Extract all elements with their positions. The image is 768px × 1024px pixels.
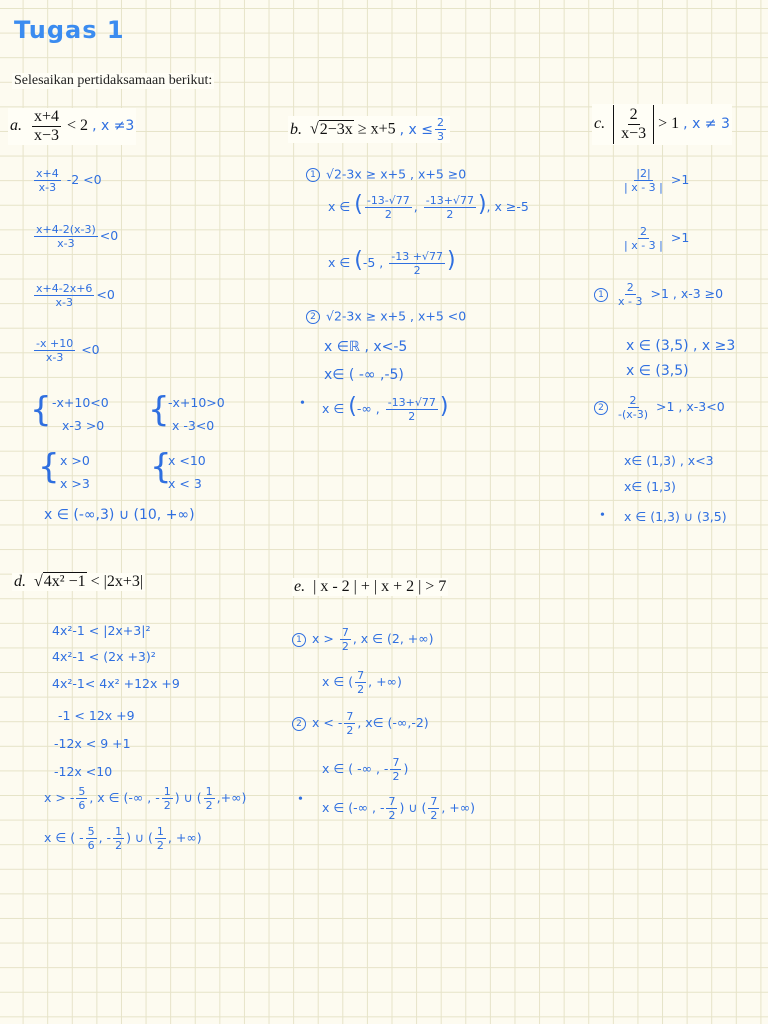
- condition-note: , x ≤ $\frac{2}{3}$: [399, 116, 444, 143]
- sqrt-sign: √: [310, 120, 319, 138]
- work-c-case1: 1 $\frac{2}{x - 3}$ >1 , x-3 ≥0: [594, 282, 723, 307]
- condition-note: , x ≠ 3: [683, 116, 730, 133]
- answer-c: x ∈ (1,3) ∪ (3,5): [624, 509, 727, 524]
- work-b-case1: 1 √2-3x ≥ x+5 , x+5 ≥0: [306, 168, 466, 182]
- problem-label: c.: [594, 115, 606, 133]
- work-d-line: 4x²-1 < (2x +3)²: [52, 649, 156, 664]
- brace-icon: {: [30, 390, 52, 430]
- work-e-case2: 2 x < - $\frac{7}{2}$ , x∈ (-∞,-2): [292, 711, 429, 736]
- system-line: -x+10<0: [52, 395, 109, 410]
- work-b-interval1: x ∈ ( $\frac{-13-√77}{2}$ , $\frac{-13+√77}{2}$ ), x ≥-5: [328, 192, 529, 221]
- work-e-line: x ∈ ( $\frac{7}{2}$ , +∞): [322, 669, 402, 696]
- instruction-text: Selesaikan pertidaksamaan berikut:: [14, 73, 213, 88]
- brace-icon: {: [150, 447, 172, 487]
- work-d-line: -1 < 12x +9: [58, 708, 135, 723]
- work-b-interval2: x ∈ (-5 , $\frac{-13 +√77}{2}$ ): [328, 248, 456, 277]
- work-a-step2: $\frac{x+4-2(x-3)}{x-3}$ <0: [36, 223, 119, 250]
- bullet-icon: •: [300, 396, 305, 411]
- work-c-step1: $\frac{|2|}{| x - 3 |}$ >1: [624, 167, 690, 194]
- work-b-line: x∈ ( -∞ ,-5): [324, 367, 404, 383]
- work-b-line: x ∈ℝ , x<-5: [324, 339, 408, 355]
- work-c-line: x ∈ (3,5) , x ≥3: [626, 338, 736, 354]
- system-line: x -3<0: [172, 418, 215, 433]
- brace-icon: {: [148, 390, 170, 430]
- answer-d: x ∈ ( - $\frac{5}{6}$ , - $\frac{1}{2}$ ) ∪ ( $\frac{1}{2}$ , +∞): [44, 825, 202, 852]
- work-c-line: x ∈ (3,5): [626, 363, 689, 379]
- relation: ≥ x+5: [357, 120, 396, 138]
- radicand: 2−3x: [319, 120, 353, 138]
- circled-two-icon: 2: [292, 717, 306, 731]
- answer-a: x ∈ (-∞,3) ∪ (10, +∞): [44, 507, 195, 523]
- work-c-step2: $\frac{2}{| x - 3 |}$ >1: [624, 225, 690, 252]
- numerator: x+4: [34, 108, 60, 125]
- work-c-line: x∈ (1,3): [624, 479, 676, 494]
- bullet-icon: •: [600, 508, 605, 523]
- relation: < 2: [67, 117, 89, 135]
- work-a-step3: $\frac{x+4-2x+6}{x-3}$ <0: [36, 282, 115, 309]
- answer-e: x ∈ (-∞ , - $\frac{7}{2}$ ) ∪ ( $\frac{7}{2}$ , +∞): [322, 795, 476, 822]
- relation: < |2x+3|: [90, 573, 144, 590]
- sqrt-sign: √: [34, 573, 43, 590]
- problem-c: [592, 104, 732, 145]
- circled-two-icon: 2: [306, 310, 320, 324]
- expression: | x - 2 | + | x + 2 | > 7: [313, 578, 447, 595]
- work-d-line: -12x <10: [54, 764, 113, 779]
- work-c-line: x∈ (1,3) , x<3: [624, 453, 714, 468]
- work-b-case2: 2 √2-3x ≥ x+5 , x+5 <0: [306, 310, 466, 324]
- absolute-value: $\frac{2}{x-3}$: [613, 105, 654, 144]
- system-line: x >3: [60, 476, 90, 491]
- work-d-line: 4x²-1< 4x² +12x +9: [52, 676, 180, 691]
- brace-icon: {: [38, 447, 60, 487]
- problem-label: b.: [290, 120, 302, 138]
- bullet-icon: •: [298, 792, 303, 807]
- work-d-line: -12x < 9 +1: [54, 736, 131, 751]
- work-c-case2: 2 $\frac{2}{-(x-3)}$ >1 , x-3<0: [594, 395, 725, 420]
- work-e-line: x ∈ ( -∞ , - $\frac{7}{2}$ ): [322, 756, 409, 783]
- problem-e: [292, 578, 448, 596]
- work-a-step4: $\frac{-x +10}{x-3}$ <0: [36, 337, 100, 364]
- system-line: x <10: [168, 453, 206, 468]
- work-d-line: x > - $\frac{5}{6}$ , x ∈ (-∞ , - $\frac{1}{2}$ ) ∪ ( $\frac{1}{2}$ ,+∞): [44, 785, 247, 812]
- problem-b: [288, 116, 450, 143]
- relation: > 1: [658, 115, 680, 133]
- system-line: x < 3: [168, 476, 202, 491]
- circled-one-icon: 1: [306, 168, 320, 182]
- system-line: x-3 >0: [62, 418, 105, 433]
- system-line: x >0: [60, 453, 90, 468]
- radicand: 4x² −1: [43, 573, 86, 590]
- circled-one-icon: 1: [594, 288, 608, 302]
- answer-b: x ∈ (-∞ , $\frac{-13+√77}{2}$ ): [322, 394, 449, 423]
- circled-one-icon: 1: [292, 633, 306, 647]
- problem-label: a.: [10, 117, 22, 135]
- work-a-step1: $\frac{x+4}{x-3}$ -2 <0: [36, 167, 102, 194]
- work-e-case1: 1 x > $\frac{7}{2}$ , x ∈ (2, +∞): [292, 627, 434, 652]
- problem-label: d.: [14, 573, 26, 590]
- problem-a: [8, 108, 136, 145]
- system-line: -x+10>0: [168, 395, 225, 410]
- page-title: Tugas 1: [14, 16, 125, 44]
- denominator: x−3: [34, 127, 60, 144]
- problem-d: [12, 573, 145, 591]
- circled-two-icon: 2: [594, 401, 608, 415]
- condition-note: , x ≠3: [92, 118, 135, 135]
- problem-label: e.: [294, 578, 306, 595]
- work-d-line: 4x²-1 < |2x+3|²: [52, 623, 151, 638]
